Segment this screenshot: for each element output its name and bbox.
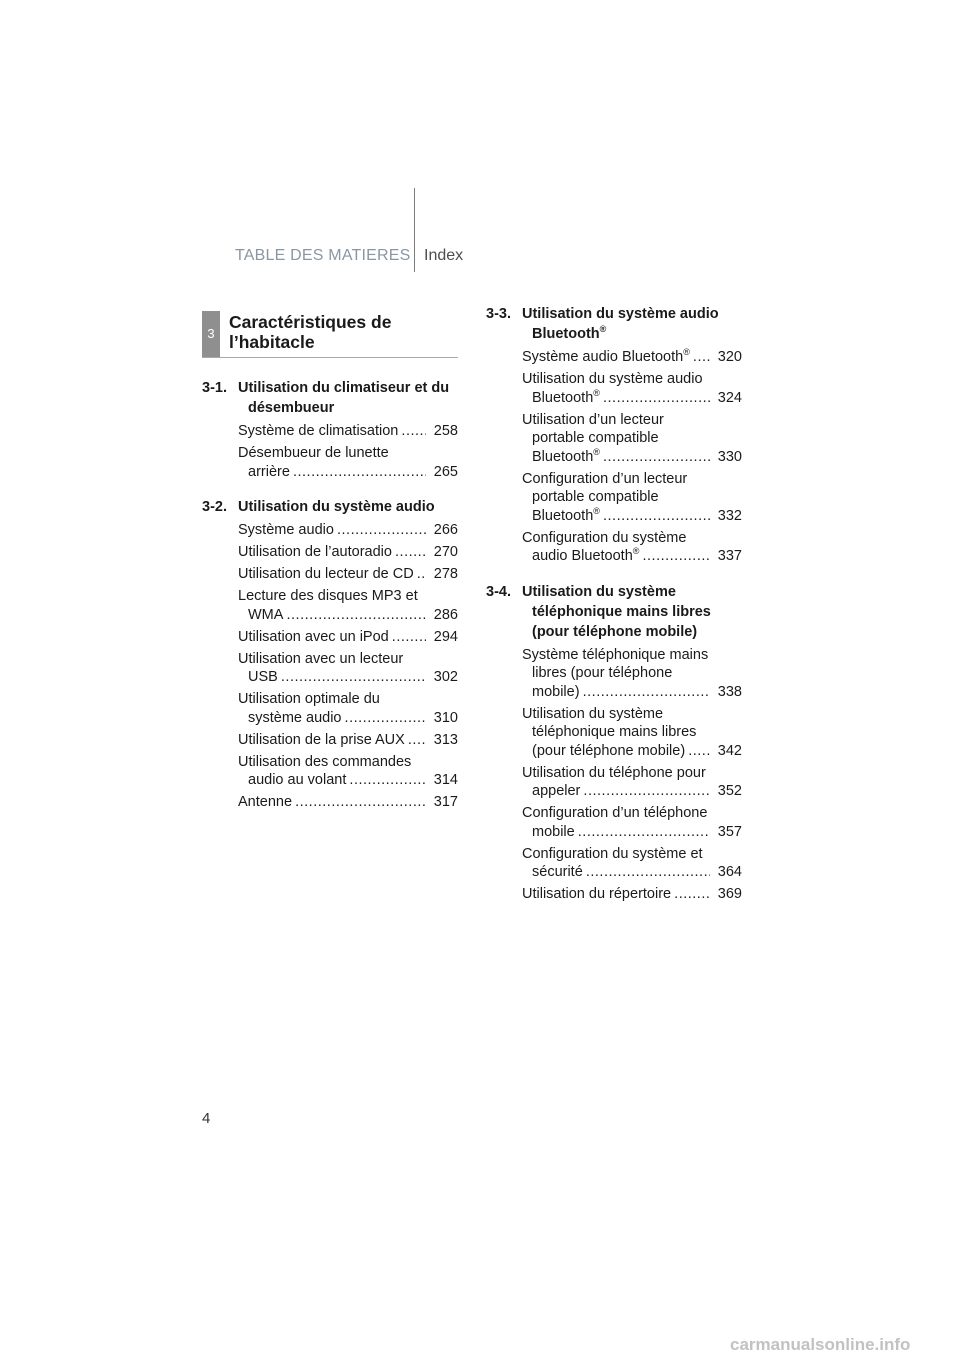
- group-title: [522, 582, 742, 642]
- registered-mark: ®: [593, 387, 600, 398]
- entry-title-text: [238, 566, 416, 582]
- toc-group: [202, 497, 458, 812]
- group-heading[interactable]: [486, 304, 742, 344]
- entry-title-text: [238, 691, 380, 726]
- entry-page-number: 310: [426, 709, 458, 728]
- entry-title: [238, 650, 426, 687]
- entry-title-text: [238, 544, 394, 560]
- toc-entry[interactable]: [486, 370, 742, 407]
- toc-entry[interactable]: [486, 470, 742, 526]
- entry-page-number: 324: [710, 389, 742, 408]
- group-heading[interactable]: [486, 582, 742, 642]
- entry-title-text: [522, 805, 707, 840]
- toc-entry[interactable]: [202, 543, 458, 562]
- entry-title: [238, 587, 426, 624]
- toc-entry[interactable]: [486, 646, 742, 702]
- entry-title-text: [238, 651, 403, 686]
- toc-link[interactable]: TABLE DES MATIERES: [235, 247, 411, 264]
- entry-title-label: Configuration du système audio Bluetooth: [522, 529, 687, 564]
- group-number: 3-2.: [202, 499, 227, 515]
- entry-title-label: Configuration d’un lecteur portable compatible Bluetooth: [522, 470, 688, 524]
- toc-group: [202, 378, 458, 481]
- group-title-text: Utilisation du climatiseur et du désembueur: [238, 380, 450, 416]
- entry-title-label: Utilisation avec un iPod: [238, 628, 389, 645]
- toc-entry[interactable]: [202, 587, 458, 624]
- section-header: [202, 311, 458, 358]
- entry-title: [522, 804, 710, 841]
- entry-title: [238, 731, 426, 750]
- entry-title-label: Système téléphonique mains libres (pour téléphone mobile): [522, 646, 709, 700]
- entry-title: [238, 543, 426, 562]
- entry-page-number: 270: [426, 543, 458, 562]
- toc-entry[interactable]: [486, 348, 742, 367]
- toc-entry[interactable]: [202, 650, 458, 687]
- entry-title-text: [238, 445, 389, 480]
- entry-title-text: [238, 522, 336, 538]
- section-title: Caractéristiques de l’habitacle: [229, 312, 392, 352]
- entry-title-text: [238, 732, 407, 748]
- toc-entry[interactable]: [202, 628, 458, 647]
- watermark: carmanualsonline.info: [730, 1335, 911, 1354]
- group-heading[interactable]: [202, 497, 458, 517]
- registered-mark: ®: [632, 546, 640, 557]
- entry-page-number: 302: [426, 668, 458, 687]
- toc-entry[interactable]: [486, 804, 742, 841]
- group-heading[interactable]: [202, 378, 458, 418]
- entry-title: [522, 370, 710, 407]
- entry-title-text: [522, 706, 696, 759]
- entry-title-label: Antenne: [238, 794, 293, 810]
- toc-entry[interactable]: [486, 529, 742, 566]
- toc-entry[interactable]: [202, 690, 458, 727]
- toc-entry[interactable]: [486, 705, 742, 761]
- toc-entry[interactable]: [202, 422, 458, 441]
- entry-title-text: [522, 412, 664, 465]
- entry-page-number: 317: [426, 793, 458, 812]
- group-title-text: Utilisation du système audio: [238, 499, 435, 515]
- entry-title: [238, 690, 426, 727]
- toc-group: [486, 304, 742, 566]
- entry-title-label: Utilisation du lecteur de CD: [238, 566, 414, 582]
- entry-title-label: Système audio: [238, 522, 334, 538]
- entry-title: [238, 565, 426, 584]
- entry-title-label: Utilisation de l’autoradio: [238, 544, 392, 560]
- toc-entry[interactable]: [486, 845, 742, 882]
- entry-page-number: 332: [710, 507, 742, 526]
- entry-title: [522, 529, 710, 566]
- entry-title-label: Utilisation de la prise AUX: [238, 731, 405, 748]
- entry-page-number: 294: [426, 628, 458, 647]
- entry-title: [522, 764, 710, 801]
- entry-page-number: 337: [710, 547, 742, 566]
- entry-title-label: Utilisation avec un lecteur USB: [238, 650, 404, 685]
- entry-title: [522, 646, 710, 702]
- registered-mark: ®: [683, 348, 690, 358]
- entry-page-number: 286: [426, 606, 458, 625]
- entry-title-label: Configuration du système et sécurité: [522, 845, 703, 880]
- entry-title-label: Configuration d’un téléphone mobile: [522, 805, 708, 840]
- entry-page-number: 357: [710, 823, 742, 842]
- toc-entry[interactable]: [202, 565, 458, 584]
- entry-page-number: 313: [426, 731, 458, 750]
- entry-title-label: Utilisation optimale du système audio: [238, 691, 380, 726]
- entry-title-text: [522, 647, 708, 700]
- entry-title: [238, 753, 426, 790]
- entry-title-text: [522, 530, 686, 565]
- entry-title-text: [522, 349, 692, 365]
- entry-page-number: 352: [710, 782, 742, 801]
- entry-title-label: Désembueur de lunette arrière: [238, 445, 389, 480]
- entry-title: [238, 793, 426, 812]
- entry-title-text: [238, 423, 400, 439]
- toc-group: [486, 582, 742, 904]
- entry-title: [238, 444, 426, 481]
- entry-title: [238, 422, 426, 441]
- toc-entry[interactable]: [202, 521, 458, 540]
- entry-page-number: 258: [426, 422, 458, 441]
- entry-title: [522, 705, 710, 761]
- entry-page-number: 266: [426, 521, 458, 540]
- group-number: 3-3.: [486, 306, 511, 322]
- entry-title-label: Utilisation du système téléphonique mains libres (pour téléphone mobile): [522, 705, 697, 759]
- toc-left-column: [202, 378, 458, 828]
- entry-title-label: Utilisation du répertoire: [522, 886, 672, 902]
- toc-entry[interactable]: [202, 793, 458, 812]
- entry-title-text: [522, 846, 703, 881]
- group-number: 3-4.: [486, 583, 511, 600]
- entry-title-text: [522, 886, 673, 902]
- entry-title-text: [522, 471, 687, 524]
- entry-page-number: 342: [710, 742, 742, 761]
- entry-title-text: [238, 629, 391, 645]
- toc-entry[interactable]: [486, 885, 742, 904]
- toc-entry[interactable]: [202, 731, 458, 750]
- registered-mark: ®: [593, 446, 600, 457]
- entry-title-text: [238, 588, 418, 623]
- entry-page-number: 320: [710, 348, 742, 367]
- group-title: [522, 304, 742, 344]
- entry-title: [522, 845, 710, 882]
- entry-title-text: [522, 371, 703, 406]
- entry-page-number: 278: [426, 565, 458, 584]
- entry-page-number: 364: [710, 863, 742, 882]
- toc-right-column: [486, 304, 742, 920]
- entry-title: [238, 628, 426, 647]
- group-title-text: Utilisation du système audio Bluetooth: [522, 306, 719, 342]
- entry-title-label: Système audio Bluetooth: [522, 349, 684, 365]
- entry-title-text: [522, 765, 706, 800]
- entry-page-number: 338: [710, 683, 742, 702]
- group-title: [238, 378, 458, 418]
- registered-mark: ®: [593, 505, 600, 516]
- entry-title: [522, 411, 710, 467]
- entry-title-label: Utilisation du téléphone pour appeler: [522, 764, 706, 799]
- header-nav: [0, 246, 960, 270]
- index-link[interactable]: Index: [424, 247, 464, 264]
- entry-title: [238, 521, 426, 540]
- entry-title: [522, 885, 710, 904]
- entry-title-text: [238, 794, 294, 810]
- toc-entry[interactable]: [486, 411, 742, 467]
- toc-entry[interactable]: [202, 753, 458, 790]
- entry-title: [522, 470, 710, 526]
- group-title: [238, 497, 458, 517]
- entry-page-number: 265: [426, 463, 458, 482]
- toc-entry[interactable]: [202, 444, 458, 481]
- section-number-tab: 3: [202, 311, 220, 357]
- entry-title-label: Utilisation du système audio Bluetooth: [522, 371, 703, 406]
- entry-page-number: 369: [710, 885, 742, 904]
- entry-title-label: Utilisation des commandes audio au volant: [238, 753, 412, 788]
- group-title-text: Utilisation du système téléphonique mains libres (pour téléphone mobile): [522, 583, 711, 640]
- page-number: 4: [202, 1110, 211, 1127]
- group-number: 3-1.: [202, 380, 227, 396]
- registered-mark: ®: [599, 324, 607, 335]
- entry-page-number: 330: [710, 448, 742, 467]
- entry-title-label: Système de climatisation: [238, 423, 399, 439]
- entry-title-label: Lecture des disques MP3 et WMA: [238, 588, 418, 623]
- entry-title-text: [238, 754, 411, 789]
- entry-title-label: Utilisation d’un lecteur portable compatible Bluetooth: [522, 411, 664, 465]
- entry-page-number: 314: [426, 771, 458, 790]
- toc-entry[interactable]: [486, 764, 742, 801]
- entry-title: [522, 348, 710, 367]
